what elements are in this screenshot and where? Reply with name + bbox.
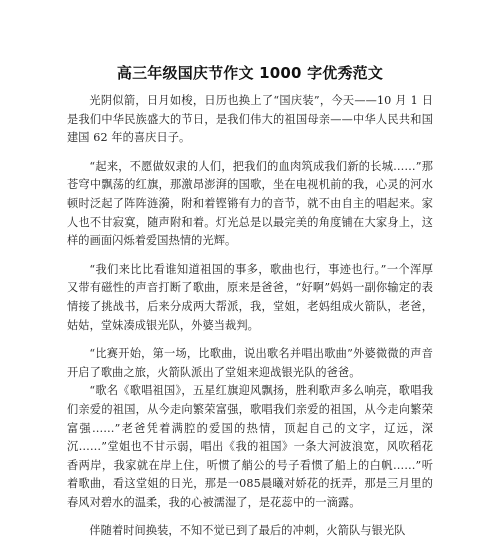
- document-title: 高三年级国庆节作文 1000 字优秀范文: [116, 64, 384, 82]
- paragraph-1: 光阴似箭，日月如梭，日历也换上了“国庆装”，今天——10 月 1 日是我们中华民族盛大的节日，是我们伟大的祖国母亲——中华人民共和国建国 62 年的喜庆日子。: [67, 94, 433, 145]
- paragraph-2: “起来，不愿做奴隶的人们，把我们的血肉筑成我们新的长城……”那苍穹中飘荡的红旗，那激昂澎湃的国歌，坐在电视机前的我，心灵的河水顿时泛起了阵阵涟漪，附和着铿锵有力的音节，就不由自主的唱起来。家人也不甘寂寞，随声附和着。灯光总是以最完美的角度铺在大家身上，这样的画面闪烁着爱国热情的光辉。: [67, 159, 433, 248]
- paragraph-3: “我们来比比看谁知道祖国的事多，歌曲也行，事迹也行。”一个浑厚又带有磁性的声音打断了歌曲，原来是爸爸，“好啊”妈妈一副你输定的表情接了挑战书，后来分成两大帮派，我，堂姐，老妈组成火箭队，老爸，姑姑，堂妹凑成银光队，外婆当裁判。: [67, 262, 433, 332]
- paragraph-4: “比赛开始，第一场，比歌曲，说出歌名并唱出歌曲”外婆微微的声音开启了歌曲之旅，火箭队派出了堂姐来迎战银光队的爸爸。: [67, 347, 433, 379]
- paragraph-5: “歌名《歌唱祖国》，五星红旗迎风飘扬，胜利歌声多么响亮，歌唱我们亲爱的祖国，从今走向繁荣富强，歌唱我们亲爱的祖国，从今走向繁荣富强……”老爸凭着满腔的爱国的热情，顶起自己的文字，辽远，深沉……”堂姐也不甘示弱，唱出《我的祖国》一条大河波浪宽，风吹稻花香两岸，我家就在岸上住，听惯了艄公的号子看惯了船上的白帆……”听着歌曲，看这堂姐的日光，那是一085晨曦对娇花的抚弄，那是三月里的春风对碧水的温柔，我的心被濡湿了，是花蕊中的一滴露。: [67, 384, 433, 509]
- document-body: [67, 92, 433, 551]
- paragraph-6: 伴随着时间换装，不知不觉已到了最后的冲刺，火箭队与银光队: [89, 524, 406, 538]
